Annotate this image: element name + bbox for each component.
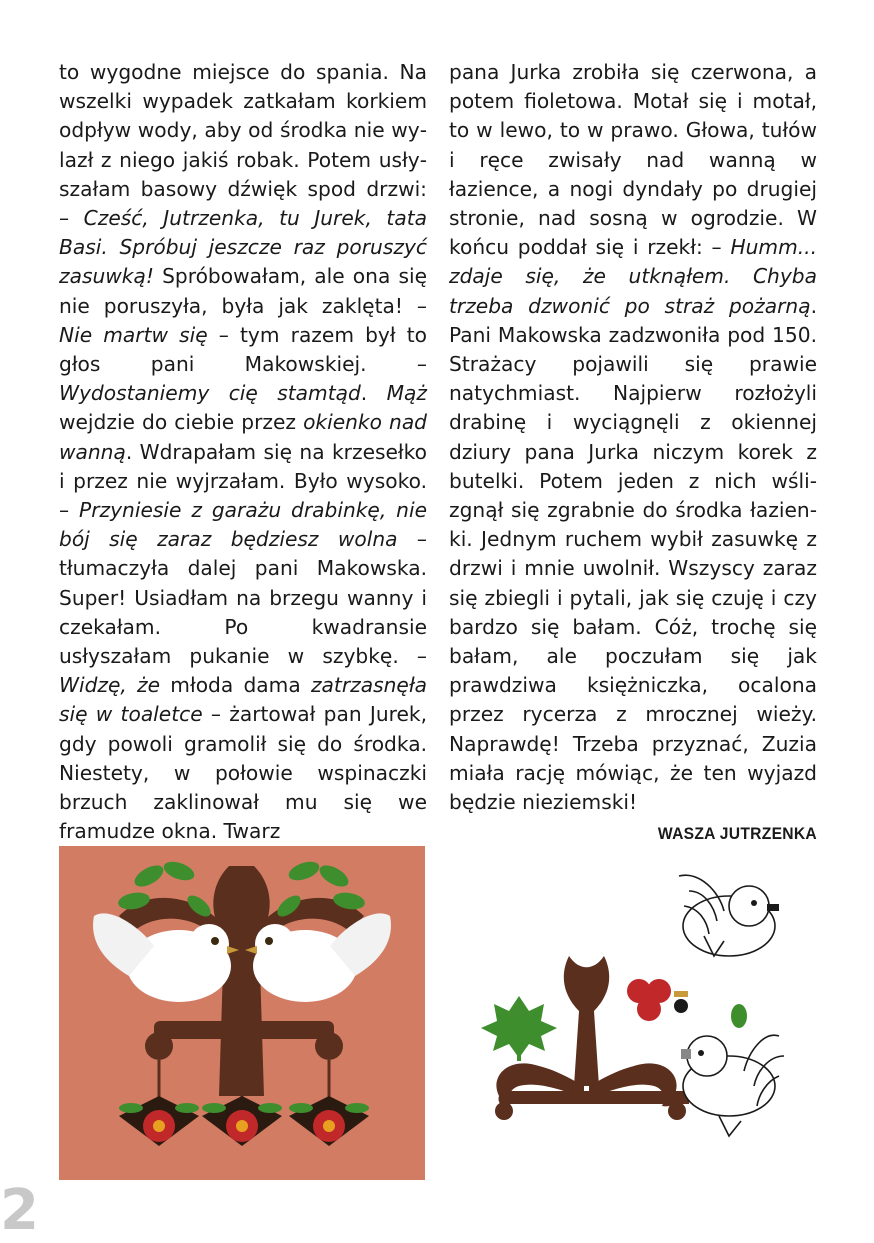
- italic-quote: Cześć, Jutrzenka, tu Jurek, tata Basi. Spróbuj jeszcze raz poruszyć zasuwką!: [59, 206, 427, 289]
- italic-quote: Widzę, że: [59, 673, 161, 698]
- text-run: młoda dama: [160, 673, 311, 698]
- italic-quote: Humm... zdaje się, że utknąłem. Chyba trzeba dzwonić po straż pożarną: [449, 235, 817, 318]
- article-paragraph: [449, 58, 817, 817]
- text-run: Spróbowałam, ale ona się nie poruszyła, była jak zaklęta! –: [59, 264, 427, 318]
- text-run: . Pani Makowska zadzwoniła pod 150. Strażacy pojawili się prawie natychmiast. Najpierw rozłożyli drabinę i wyciągnęli z okiennej dziury pana Jurka niczym korek z butelki. Potem jeden z nich wślizgnął się zgrabnie do środka łazienki. Jednym ruchem wybił zasuwkę z drzwi i mnie uwolnił. Wszyscy zaraz się zbiegli i pytali, jak się czuję i czy bardzo się bałam. Cóż, trochę się bałam, ale poczułam się jak prawdziwa księżniczka, ocalona przez rycerza z mrocznej wieży. Naprawdę! Trzeba przyznać, Zuzia miała rację mówiąc, że ten wyjazd będzie nieziemski!: [449, 293, 817, 815]
- dove-beak: [767, 904, 779, 911]
- dove-eye: [751, 900, 757, 906]
- text-run: . Wdrapałam się na krzesełko i przez nie wyjrzałam. Było wysoko. –: [59, 439, 427, 523]
- papercut-template-drawing: [449, 846, 815, 1180]
- italic-quote: okienko nad wanną: [59, 410, 428, 464]
- papercut-photo-illustration: [59, 846, 425, 1180]
- italic-quote: Wydostaniemy cię stamtąd: [59, 381, 361, 406]
- template-piece: [674, 991, 688, 997]
- italic-quote: Mąż: [386, 381, 427, 406]
- dove-beak: [681, 1049, 691, 1059]
- template-dot: [674, 999, 688, 1013]
- text-run: – tłumaczyła dalej pani Makowska. Super! Usiadłam na brzegu wanny i czekałam. Po kwadransie usłyszałam pukanie w szybkę. –: [59, 527, 427, 669]
- text-run: – żartował pan Jurek, gdy powoli gramolił się do środka. Niestety, w połowie wspinaczki brzuch zaklinował mu się we framudze okna. Twarz: [59, 702, 427, 844]
- dove-eye: [698, 1050, 704, 1056]
- template-small-leaf: [731, 1004, 747, 1028]
- italic-quote: Nie martw się: [59, 322, 208, 347]
- text-run: pana Jurka zrobiła się czerwona, a potem fioletowa. Motał się i motał, to w lewo, to w prawo. Głowa, tułów i ręce zwisały nad wanną w łazience, a nogi dyndały po drugiej stronie, nad sosną w ogrodzie. W końcu poddał się i rzekł: –: [449, 60, 817, 260]
- text-run: to wygodne miejsce do spania. Na wszelki wypadek zatkałam korkiem odpływ wody, aby od środka nie wylazł z niego jakiś robak. Potem usłyszałam basowy dźwięk spod drzwi: –: [59, 60, 427, 231]
- text-run: – tym razem był to głos pani Makowskiej. –: [59, 322, 427, 377]
- italic-quote: zatrzasnęła się w toaletce: [59, 673, 427, 727]
- article-paragraph: [59, 58, 427, 846]
- italic-quote: Przyniesie z garażu drabinkę, nie bój się zaraz będziesz wolna: [59, 498, 428, 552]
- text-run: .: [360, 381, 387, 406]
- article-column-right: [449, 58, 817, 848]
- template-illustration: [449, 846, 815, 1180]
- papercut-photo: [59, 846, 425, 1180]
- text-run: wejdzie do ciebie przez: [59, 410, 304, 435]
- page-number: 2: [0, 1178, 39, 1243]
- author-signature: WASZA JUTRZENKA: [657, 824, 817, 844]
- article-column-left: [59, 58, 427, 846]
